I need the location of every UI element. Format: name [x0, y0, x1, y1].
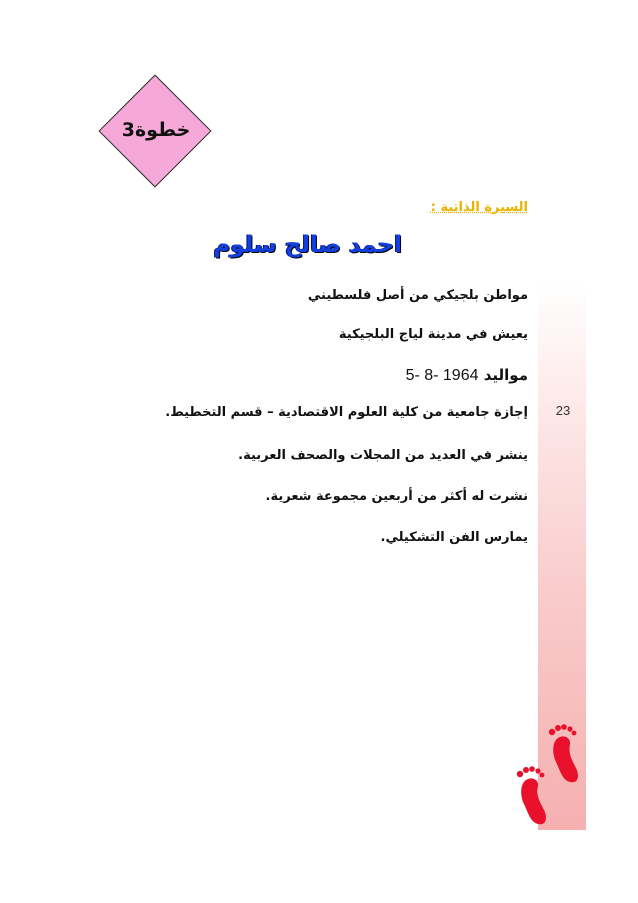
bio-heading: السيرة الذاتية :: [430, 200, 528, 215]
birth-date: 5- 8- 1964: [405, 367, 479, 384]
bio-line-citizenship: مواطن بلجيكي من أصل فلسطيني: [307, 288, 528, 303]
footprints-icon: [508, 720, 588, 830]
birth-label: مواليد: [483, 366, 528, 384]
page-number: 23: [555, 403, 571, 418]
bio-line-collections: نشرت له أكثر من أربعين مجموعة شعرية.: [265, 489, 528, 504]
author-name: احمد صالح سلوم: [213, 232, 402, 258]
bio-line-art: يمارس الفن التشكيلي.: [380, 530, 528, 545]
bio-line-degree: إجازة جامعية من كلية العلوم الاقتصادية – قسم التخطيط.: [165, 405, 528, 420]
bio-line-birth: [406, 366, 528, 385]
bio-line-residence: يعيش في مدينة لياج البلجيكية: [338, 327, 528, 342]
bio-line-publishing: ينشر في العديد من المجلات والصحف العربية.: [238, 448, 528, 463]
step-badge-label: خطوة3: [121, 119, 191, 141]
